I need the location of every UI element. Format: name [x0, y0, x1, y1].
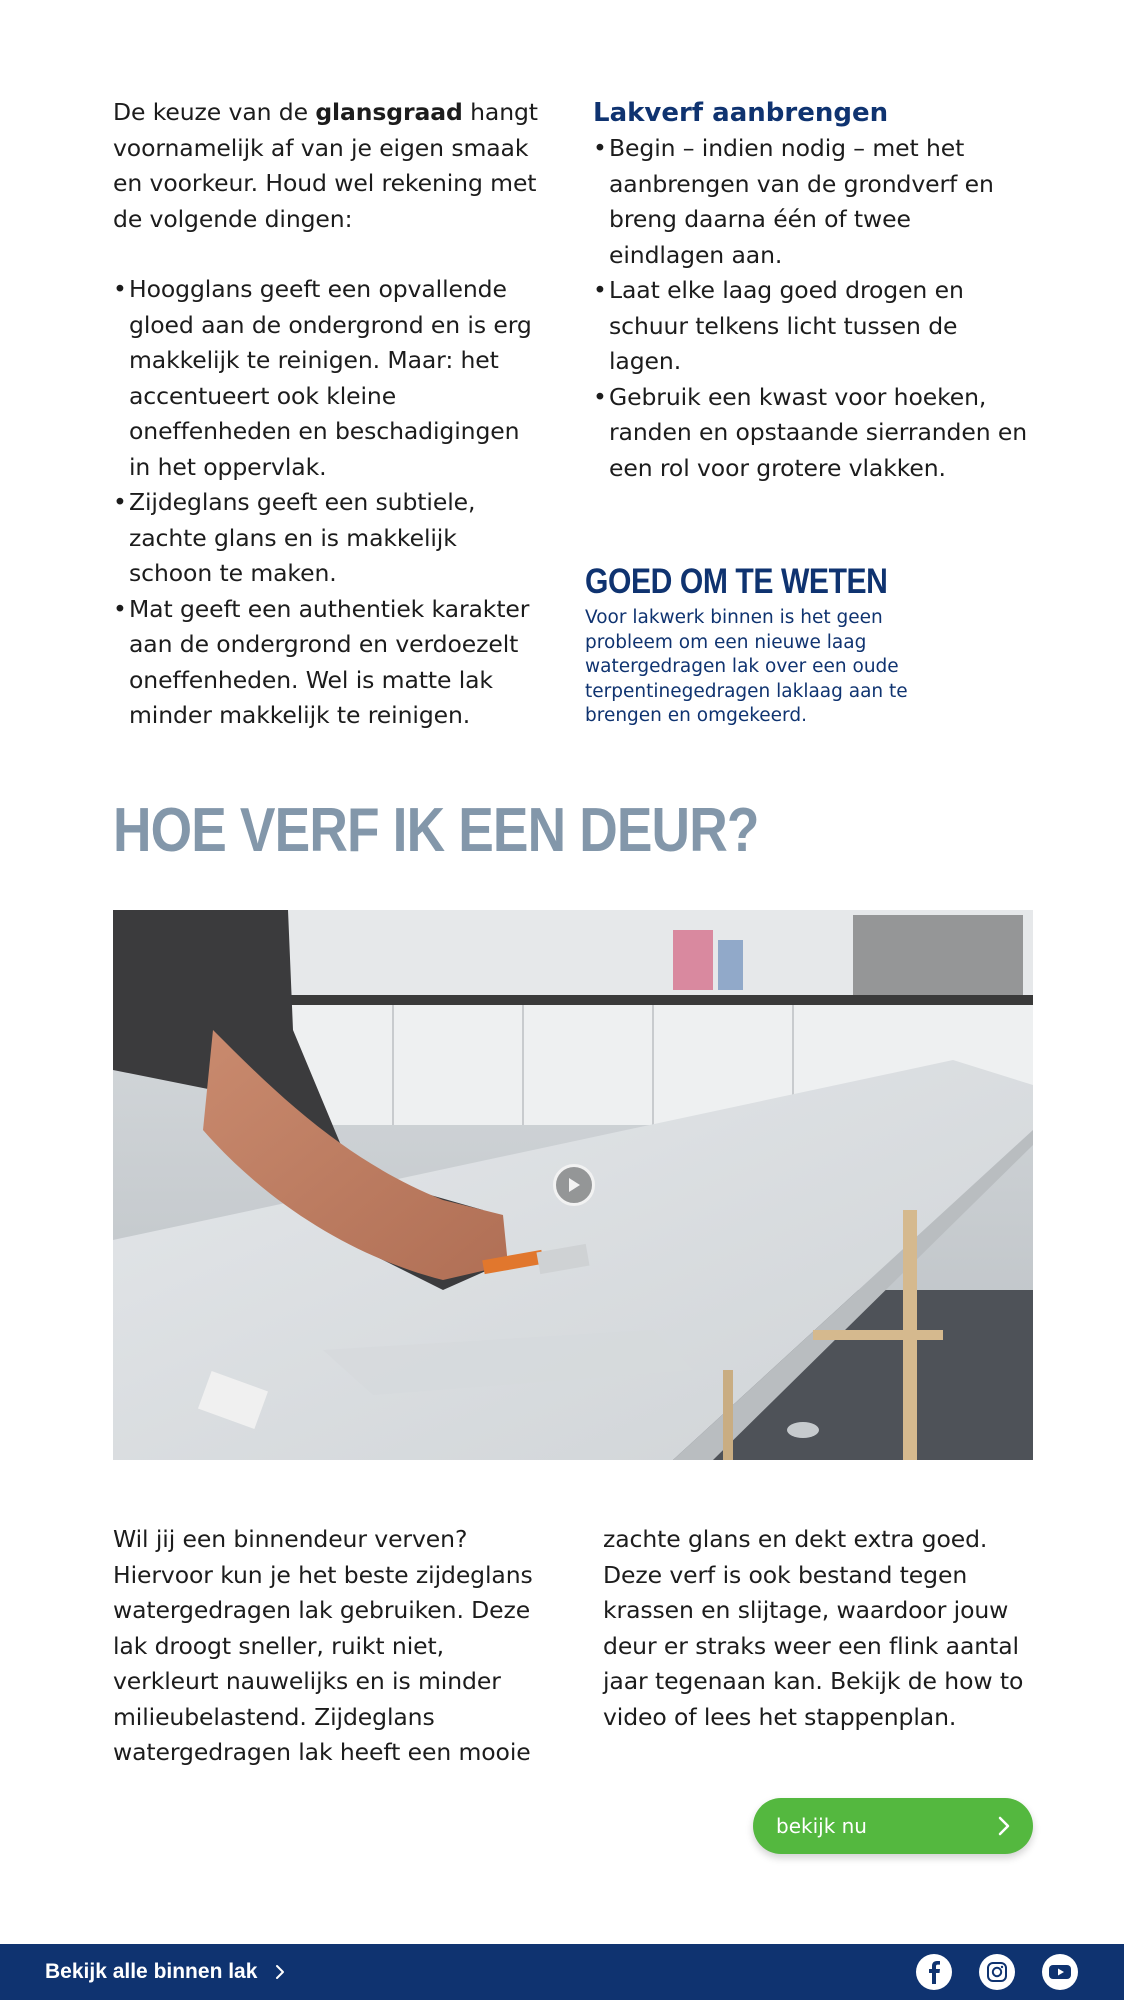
watch-now-label: bekijk nu [776, 1814, 867, 1838]
intro-text-start: De keuze van de [113, 98, 316, 126]
video-play-button[interactable] [553, 1164, 595, 1206]
facebook-icon [924, 1960, 944, 1984]
apply-heading: Lakverf aanbrengen [593, 98, 889, 128]
door-section-title: HOE VERF IK EEN DEUR? [113, 796, 759, 865]
chevron-right-icon [997, 1815, 1011, 1837]
facebook-link[interactable] [916, 1954, 952, 1990]
social-links [916, 1954, 1078, 1990]
youtube-link[interactable] [1042, 1954, 1078, 1990]
apply-item-drying: • Laat elke laag goed drogen en schuur telkens licht tussen de lagen. [593, 273, 1033, 380]
door-paragraph-left: Wil jij een binnendeur verven? Hiervoor kun je het beste zijdeglans watergedragen lak gebruiken. Deze lak droogt sneller, ruikt niet, verkleurt nauwelijks en is minder milieubelastend. Zijdeglans watergedragen lak heeft een mooie [113, 1525, 533, 1766]
gloss-item-hoogglans: • Hoogglans geeft een opvallende gloed aan de ondergrond en is erg makkelijk te reinigen. Maar: het accentueert ook kleine oneffenheden en beschadigingen in het oppervlak. [113, 272, 543, 485]
apply-item-tools: • Gebruik een kwast voor hoeken, randen en opstaande sierranden en een rol voor grotere vlakken. [593, 380, 1033, 487]
footer-bar [0, 1944, 1124, 2000]
glossiness-intro [113, 95, 543, 237]
instagram-link[interactable] [979, 1954, 1015, 1990]
watch-now-button[interactable] [753, 1798, 1033, 1854]
gloss-item-zijdeglans: • Zijdeglans geeft een subtiele, zachte glans en is makkelijk schoon te maken. [113, 485, 543, 592]
intro-bold-term: glansgraad [315, 98, 463, 126]
good-to-know-box [585, 562, 945, 729]
all-interior-lacquer-label: Bekijk alle binnen lak [45, 1960, 258, 1983]
good-to-know-title: GOED OM TE WETEN [585, 562, 888, 601]
good-to-know-text: Voor lakwerk binnen is het geen probleem om een nieuwe laag watergedragen lak over een oude terpentinegedragen laklaag aan te brengen en omgekeerd. [585, 607, 908, 726]
youtube-icon [1048, 1963, 1072, 1981]
all-interior-lacquer-link[interactable] [45, 1960, 285, 1984]
instagram-icon [986, 1961, 1008, 1983]
play-icon [566, 1176, 582, 1194]
intro-text-end: hangt voornamelijk af van je eigen smaak en voorkeur. Houd wel rekening met de volgende dingen: [113, 98, 538, 233]
gloss-item-mat: • Mat geeft een authentiek karakter aan de ondergrond en verdoezelt oneffenheden. Wel is matte lak minder makkelijk te reinigen. [113, 592, 543, 734]
door-instructions [113, 1522, 1033, 1771]
apply-list [593, 131, 1033, 486]
door-paragraph-right: zachte glans en dekt extra goed. Deze verf is ook bestand tegen krassen en slijtage, waardoor jouw deur er straks weer een flink aantal jaar tegenaan kan. Bekijk de how to video of lees het stappenplan. [603, 1525, 1024, 1731]
apply-item-primer: • Begin – indien nodig – met het aanbrengen van de grondverf en breng daarna één of twee eindlagen aan. [593, 131, 1033, 273]
gloss-list [113, 272, 543, 734]
door-video[interactable] [113, 910, 1033, 1460]
chevron-right-icon [275, 1964, 285, 1980]
glossiness-column [113, 95, 543, 734]
